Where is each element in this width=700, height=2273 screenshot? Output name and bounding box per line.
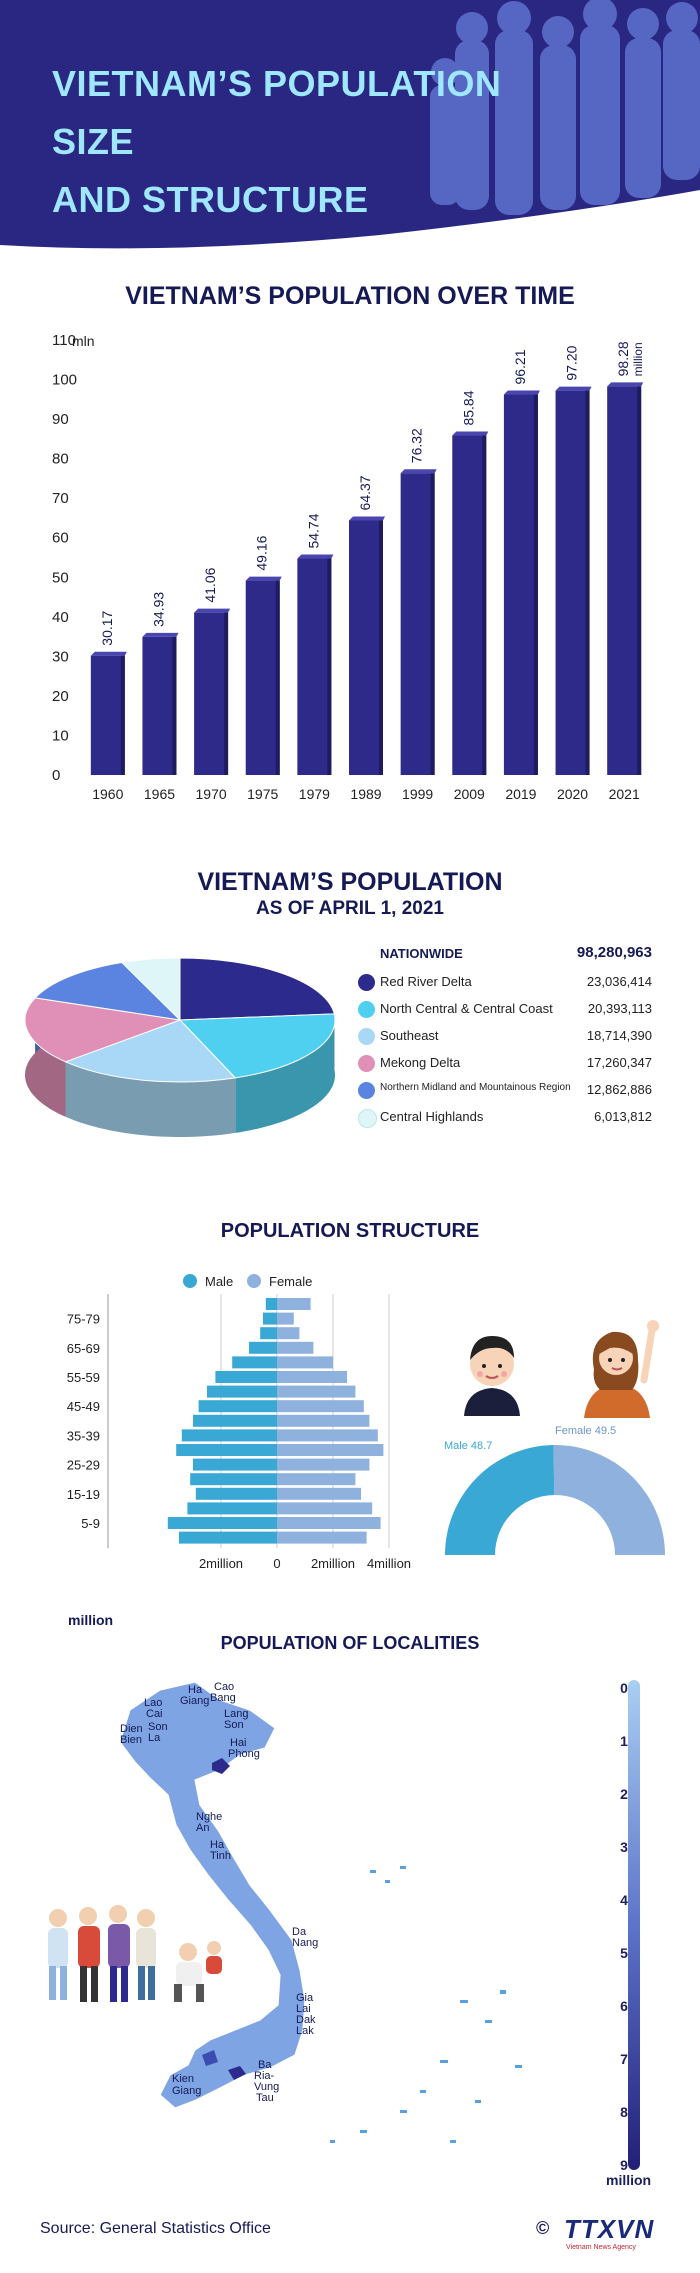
value-label: 96.21	[511, 349, 528, 385]
pie-slice	[180, 958, 334, 1020]
source-text: Source: General Statistics Office	[40, 2220, 271, 2237]
scale-tick-label: 3	[620, 1839, 628, 1855]
y-tick-label: 50	[52, 569, 69, 587]
age-group-label: 65-69	[66, 1340, 100, 1356]
legend-label: Mekong Delta	[380, 1055, 461, 1070]
scale-tick-label: 8	[620, 2104, 628, 2120]
male-gauge-label: Male 48.7	[444, 1440, 493, 1452]
y-tick-label: 80	[52, 450, 69, 468]
female-gauge-arc	[554, 1445, 665, 1555]
bar	[607, 382, 643, 775]
ttxvn-logo-subtitle: Vietnam News Agency	[566, 2244, 636, 2251]
female-bar	[277, 1459, 369, 1471]
x-tick-label: 1970	[195, 786, 227, 802]
female-bar	[277, 1502, 372, 1514]
map-label: La	[148, 1732, 161, 1744]
y-tick-label: 90	[52, 411, 69, 429]
value-label: 85.84	[460, 390, 477, 426]
map-label: Cai	[146, 1708, 163, 1720]
female-legend-swatch	[244, 1274, 264, 1288]
x-tick-label: 4million	[366, 1556, 412, 1572]
female-bar	[277, 1473, 355, 1485]
x-tick-label: 2021	[608, 786, 640, 802]
female-bar	[277, 1444, 383, 1456]
legend-label: Central Highlands	[380, 1109, 484, 1124]
value-label: 54.74	[305, 513, 322, 549]
legend-label: Red River Delta	[380, 974, 472, 989]
age-group-label: 15-19	[66, 1486, 100, 1502]
page-title-line2: AND STRUCTURE	[52, 179, 369, 220]
islands	[330, 1866, 522, 2143]
y-tick-label: 40	[52, 608, 69, 626]
value-label: 97.20	[563, 345, 580, 381]
y-tick-label: 60	[52, 529, 69, 547]
legend-value: 18,714,390	[586, 1028, 652, 1043]
legend-swatch	[358, 1082, 375, 1099]
region-pie-chart	[10, 950, 350, 1150]
age-group-label: 5-9	[81, 1516, 100, 1531]
legend-row	[358, 970, 652, 996]
value-label: 30.17	[98, 610, 115, 646]
y-tick-label: 10	[52, 727, 69, 745]
female-bar	[277, 1386, 355, 1398]
map-label: Lak	[296, 2025, 314, 2037]
scale-tick-label: 4	[620, 1892, 628, 1908]
male-bar	[168, 1517, 277, 1529]
map-label: Lai	[296, 2003, 311, 2015]
copyright-icon: ©	[536, 2218, 550, 2238]
y-tick-label: 70	[52, 490, 69, 508]
map-label: Ria-	[254, 2070, 275, 2082]
male-bar	[263, 1313, 277, 1325]
female-bar	[277, 1342, 313, 1354]
y-axis-unit-label: mln	[72, 333, 95, 349]
x-tick-label: 1999	[402, 786, 434, 802]
y-tick-label: 110	[52, 332, 76, 349]
map-label: Tau	[256, 2092, 274, 2104]
map-label: Kien	[172, 2073, 195, 2085]
legend-swatch	[358, 1055, 375, 1072]
bar	[349, 516, 385, 775]
people-illustration	[38, 1900, 228, 2010]
x-tick-label: 2million	[198, 1556, 244, 1572]
page-title	[52, 55, 512, 229]
legend-swatch	[358, 1028, 375, 1045]
structure-title: POPULATION STRUCTURE	[220, 1220, 480, 1242]
map-label: Dien	[120, 1723, 143, 1735]
map-label: Dak	[296, 2014, 316, 2026]
male-bar	[199, 1400, 277, 1412]
male-bar	[266, 1298, 277, 1310]
legend-row	[358, 1078, 652, 1104]
legend-label: Southeast	[380, 1028, 439, 1043]
legend-row	[358, 1024, 652, 1050]
bar	[556, 387, 592, 775]
map-label: Son	[148, 1721, 168, 1733]
legend-value: 17,260,347	[586, 1055, 652, 1070]
scale-tick-label: 9	[620, 2157, 628, 2173]
male-bar	[193, 1415, 277, 1427]
ttxvn-logo[interactable]: TTXVN	[564, 2214, 655, 2244]
male-bar	[249, 1342, 277, 1354]
x-tick-label: 2020	[556, 786, 589, 802]
legend-swatch	[358, 1001, 375, 1018]
value-label: 34.93	[150, 591, 167, 627]
age-group-label: 35-39	[66, 1428, 100, 1444]
person-figure	[174, 1943, 204, 2002]
map-label: Ba	[258, 2059, 272, 2071]
map-label: Bang	[210, 1692, 236, 1704]
map-label: Giang	[172, 2085, 202, 2097]
scale-tick-label: 0	[620, 1680, 628, 1696]
male-bar	[215, 1371, 277, 1383]
male-bar	[179, 1532, 277, 1544]
female-bar	[277, 1415, 369, 1427]
male-avatar	[452, 1318, 532, 1418]
map-label: Nang	[292, 1937, 319, 1949]
y-tick-label: 20	[52, 687, 69, 705]
male-bar	[207, 1386, 277, 1398]
population-pyramid	[40, 1290, 420, 1590]
person-figure	[108, 1905, 130, 2002]
density-scale-bar	[626, 1680, 642, 2170]
bar	[401, 469, 437, 775]
scale-unit-label: million	[606, 2172, 652, 2188]
map-label: Son	[224, 1719, 244, 1731]
x-tick-label: 2million	[310, 1556, 356, 1572]
legend-row	[358, 1105, 652, 1131]
female-bar	[277, 1371, 347, 1383]
person-figure	[206, 1941, 222, 1974]
bar	[194, 609, 230, 775]
legend-value: 12,862,886	[586, 1082, 652, 1097]
scale-tick-label: 1	[620, 1733, 628, 1749]
male-bar	[190, 1473, 277, 1485]
unit-label: million	[631, 342, 646, 377]
map-label: Ha	[188, 1684, 203, 1696]
male-bar	[260, 1327, 277, 1339]
legend-label: North Central & Central Coast	[380, 1001, 553, 1016]
female-gauge-label: Female 49.5	[555, 1425, 617, 1437]
legend-swatch	[358, 974, 375, 991]
scale-tick-label: 6	[620, 1998, 628, 2014]
legend-row	[358, 1051, 652, 1077]
legend-swatch	[358, 1109, 377, 1128]
x-tick-label: 2019	[505, 786, 537, 802]
map-label: Tinh	[210, 1850, 231, 1862]
x-tick-label: 1965	[143, 786, 176, 802]
person-figure	[136, 1909, 156, 2000]
bar	[246, 577, 282, 775]
male-gauge-arc	[445, 1445, 554, 1555]
person-figure	[48, 1909, 68, 2000]
bar	[504, 391, 540, 775]
map-label: Giang	[180, 1695, 210, 1707]
male-legend-swatch	[180, 1274, 200, 1288]
population-bar-chart	[0, 320, 700, 820]
localities-title: POPULATION OF LOCALITIES	[220, 1633, 480, 1653]
male-bar	[196, 1488, 277, 1500]
female-bar	[277, 1313, 294, 1325]
bar	[142, 633, 178, 775]
population-time-title: VIETNAM’S POPULATION OVER TIME	[125, 282, 575, 310]
age-group-label: 75-79	[66, 1311, 100, 1327]
x-tick-label: 1979	[298, 786, 330, 802]
bar	[91, 652, 127, 775]
x-tick-label: 1975	[247, 786, 279, 802]
scale-tick-label: 2	[620, 1786, 628, 1802]
page-title-line1: VIETNAM’S POPULATION SIZE	[52, 63, 502, 162]
age-group-label: 55-59	[66, 1370, 100, 1385]
map-label: Lang	[224, 1708, 249, 1720]
vietnam-shape	[120, 1682, 305, 2108]
legend-value: 23,036,414	[586, 974, 652, 989]
map-label: Lao	[144, 1697, 163, 1709]
age-group-label: 25-29	[66, 1457, 100, 1473]
map-label: An	[196, 1822, 210, 1834]
female-bar	[277, 1429, 378, 1441]
y-tick-label: 0	[52, 767, 61, 784]
male-bar	[182, 1429, 277, 1441]
x-tick-label: 1989	[350, 786, 382, 802]
legend-value: 6,013,812	[594, 1109, 652, 1124]
scale-tick-label: 7	[620, 2051, 628, 2067]
value-label: 49.16	[253, 535, 270, 571]
map-label: Da	[292, 1926, 307, 1938]
x-tick-label: 1960	[92, 786, 124, 802]
female-legend-label: Female	[269, 1274, 313, 1289]
age-group-label: 45-49	[66, 1399, 100, 1415]
map-label: Nghe	[196, 1811, 223, 1823]
male-legend-label: Male	[205, 1274, 234, 1289]
female-bar	[277, 1298, 311, 1310]
map-label: Hai	[230, 1737, 247, 1749]
female-bar	[277, 1517, 381, 1529]
male-bar	[187, 1502, 277, 1514]
nationwide-value: 98,280,963	[576, 944, 652, 961]
legend-row	[358, 997, 652, 1023]
map-label: Cao	[214, 1681, 235, 1693]
female-bar	[277, 1356, 333, 1368]
value-label: 64.37	[357, 475, 373, 511]
value-label: 76.32	[408, 428, 425, 464]
map-label: Gia	[296, 1992, 314, 2004]
scale-tick-label: 5	[620, 1945, 628, 1961]
x-tick-label: 2009	[453, 786, 485, 802]
nationwide-label: NATIONWIDE	[380, 946, 463, 961]
map-label: Bien	[120, 1734, 143, 1746]
bar	[452, 432, 488, 775]
male-bar	[232, 1356, 277, 1368]
person-figure	[78, 1907, 100, 2002]
female-bar	[277, 1532, 367, 1544]
female-bar	[277, 1488, 361, 1500]
female-bar	[277, 1400, 364, 1412]
legend-value: 20,393,113	[587, 1001, 652, 1016]
female-bar	[277, 1327, 299, 1339]
female-avatar	[572, 1310, 662, 1420]
male-bar	[193, 1459, 277, 1471]
y-tick-label: 30	[52, 648, 69, 666]
value-label: 98.28	[615, 341, 632, 377]
x-tick-label: 0	[273, 1556, 281, 1572]
bar	[297, 555, 333, 775]
localities-unit-label: million	[68, 1612, 114, 1628]
population-2021-subtitle: AS OF APRIL 1, 2021	[256, 898, 444, 919]
map-label: Vung	[254, 2081, 280, 2093]
map-label: Phong	[228, 1748, 260, 1760]
legend-label: Northern Midland and Mountainous Region	[380, 1082, 571, 1093]
map-label: Ha	[210, 1839, 225, 1851]
population-2021-title: VIETNAM’S POPULATION	[197, 868, 503, 896]
male-bar	[176, 1444, 277, 1456]
y-tick-label: 100	[52, 371, 78, 389]
value-label: 41.06	[202, 567, 219, 603]
